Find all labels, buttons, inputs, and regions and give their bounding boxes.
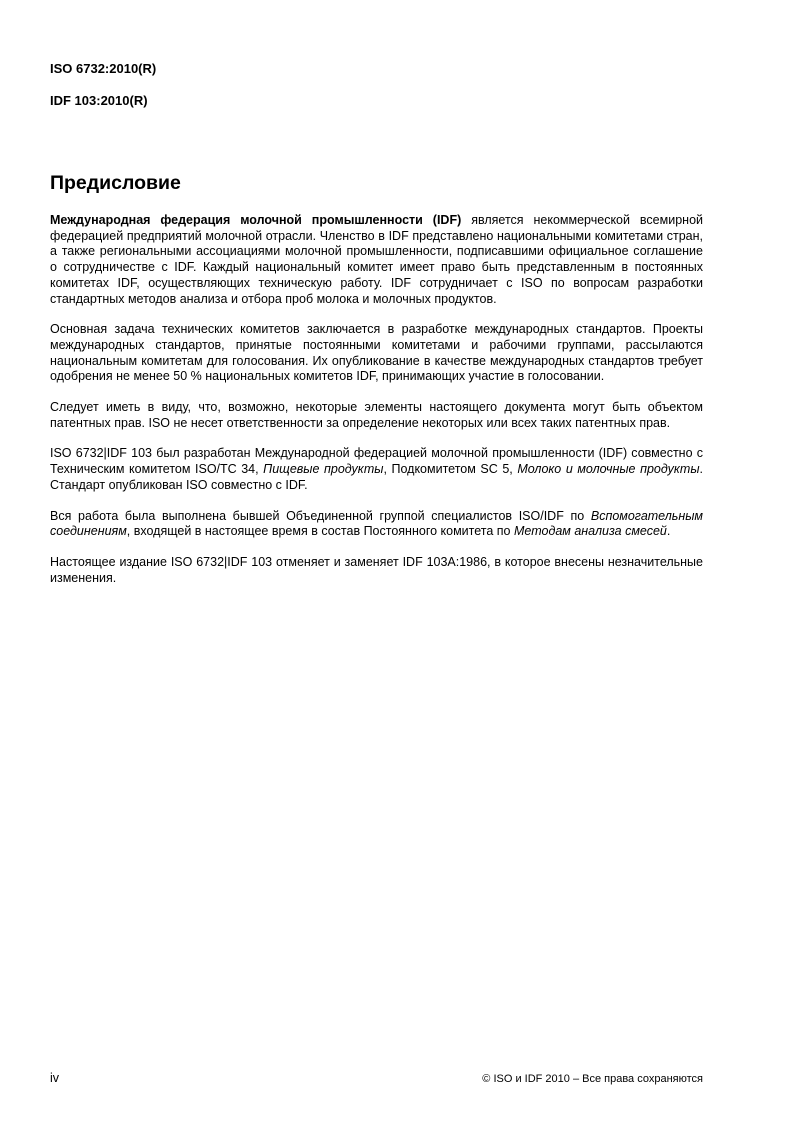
header-idf-reference: IDF 103:2010(R) — [50, 93, 148, 108]
text-segment: Настоящее издание ISO 6732|IDF 103 отменяет и заменяет IDF 103A:1986, в которое внесены незначительные изменения. — [50, 554, 703, 585]
paragraph — [50, 509, 703, 540]
text-segment: является некоммерческой всемирной федерацией предприятий молочной отрасли. Членство в IDF представлено национальными комитетами стран, а также региональными ассоциациями молочной промышленности, подписавшими официальное соглашение о сотрудничестве с IDF. Каждый национальный комитет имеет право быть представленным в постоянных комитетах IDF, осуществляющих техническую работу. IDF сотрудничает с ISO по вопросам разработки стандартных методов анализа и отбора проб молока и молочных продуктов. — [50, 213, 704, 306]
text-segment: Международная федерация молочной промышленности (IDF) — [50, 213, 462, 227]
page-number: iv — [50, 1071, 60, 1085]
text-segment: ISO 6732|IDF 103 был разработан Международной федерацией молочной промышленности (IDF) совместно с Техническим комитетом ISO/TC 34, — [50, 446, 703, 477]
text-segment: Следует иметь в виду, что, возможно, некоторые элементы настоящего документа могут быть объектом патентных прав. ISO не несет ответственности за определение некоторых или всех таких патентных прав. — [50, 400, 703, 430]
text-segment: Методам анализа смесей — [514, 524, 667, 539]
text-segment: , входящей в настоящее время в состав Постоянного комитета по — [126, 524, 514, 539]
document-footer — [50, 1071, 703, 1085]
paragraph — [50, 446, 703, 493]
paragraph — [50, 400, 703, 431]
copyright-notice: © ISO и IDF 2010 – Все права сохраняются — [482, 1073, 703, 1085]
text-segment: . Стандарт опубликован ISO совместно с IDF. — [50, 462, 704, 492]
paragraph — [50, 322, 703, 385]
document-header — [50, 45, 156, 125]
text-segment: Вспомогательным соединениям — [50, 508, 703, 539]
text-segment: Молоко и молочные продукты — [517, 462, 700, 477]
page-title: Предисловие — [50, 172, 181, 194]
text-segment: Основная задача технических комитетов заключается в разработке международных стандартов. Проекты международных стандартов, принятые постоянными комитетами и рабочими группами, рассылаются национальным комитетам для голосования. Их опубликование в качестве международных стандартов требует одобрения не менее 50 % национальных комитетов IDF, принимающих участие в голосовании. — [50, 322, 703, 384]
paragraph — [50, 213, 703, 307]
text-segment: . — [666, 524, 671, 539]
text-segment: Вся работа была выполнена бывшей Объединенной группой специалистов ISO/IDF по — [50, 508, 591, 523]
text-segment: Пищевые продукты — [263, 462, 384, 477]
paragraph — [50, 555, 703, 586]
header-iso-reference: ISO 6732:2010(R) — [50, 61, 157, 76]
text-segment: , Подкомитетом SC 5, — [383, 462, 518, 477]
foreword-paragraphs — [50, 213, 703, 601]
